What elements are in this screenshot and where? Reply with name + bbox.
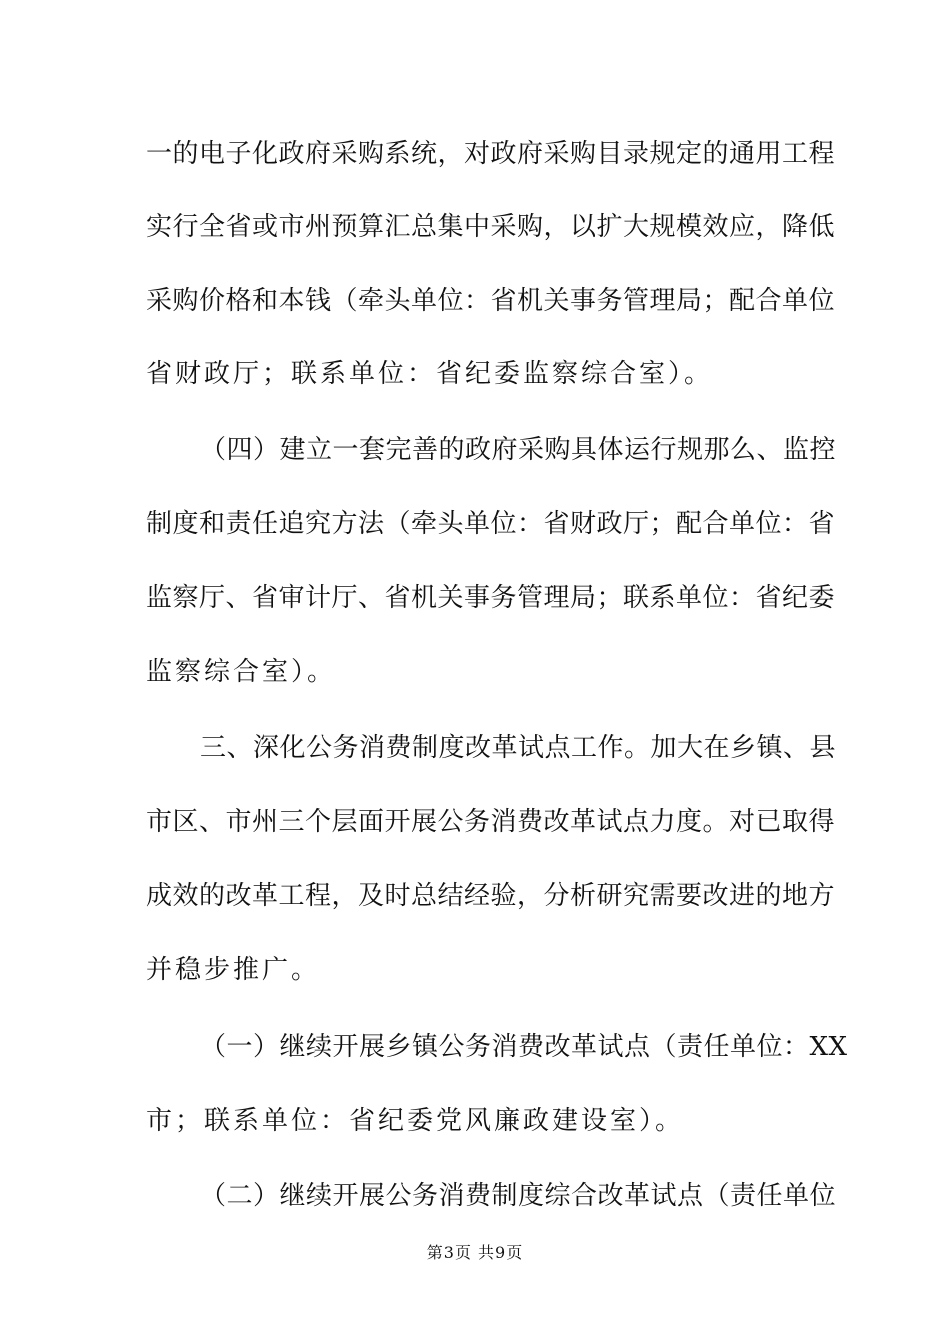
paragraph-line: 实行全省或市州预算汇总集中采购，以扩大规模效应，降低 xyxy=(146,212,836,242)
paragraph-line: 并稳步推广。 xyxy=(146,955,321,985)
paragraph-line: 一的电子化政府采购系统，对政府采购目录规定的通用工程 xyxy=(146,139,836,169)
paragraph-line: 制度和责任追究方法（牵头单位：省财政厅；配合单位：省 xyxy=(146,509,836,539)
section-heading-line: 三、深化公务消费制度改革试点工作。加大在乡镇、县 xyxy=(200,733,837,763)
paragraph-line: 省财政厅；联系单位：省纪委监察综合室）。 xyxy=(146,359,714,389)
paragraph-line: 监察综合室）。 xyxy=(146,657,337,687)
paragraph-line: 采购价格和本钱（牵头单位：省机关事务管理局；配合单位 xyxy=(146,286,836,316)
paragraph-line: 市区、市州三个层面开展公务消费改革试点力度。对已取得 xyxy=(146,807,836,837)
paragraph-line: 监察厅、省审计厅、省机关事务管理局；联系单位：省纪委 xyxy=(146,583,836,613)
paragraph-line: （二）继续开展公务消费制度综合改革试点（责任单位 xyxy=(200,1181,837,1211)
paragraph-line: （一）继续开展乡镇公务消费改革试点（责任单位：XX xyxy=(200,1032,848,1062)
paragraph-line: （四）建立一套完善的政府采购具体运行规那么、监控 xyxy=(200,435,837,465)
paragraph-line: 成效的改革工程，及时总结经验，分析研究需要改进的地方 xyxy=(146,881,836,911)
paragraph-line: 市；联系单位：省纪委党风廉政建设室）。 xyxy=(146,1106,685,1136)
page-number-footer: 第3页 共9页 xyxy=(426,1243,524,1262)
